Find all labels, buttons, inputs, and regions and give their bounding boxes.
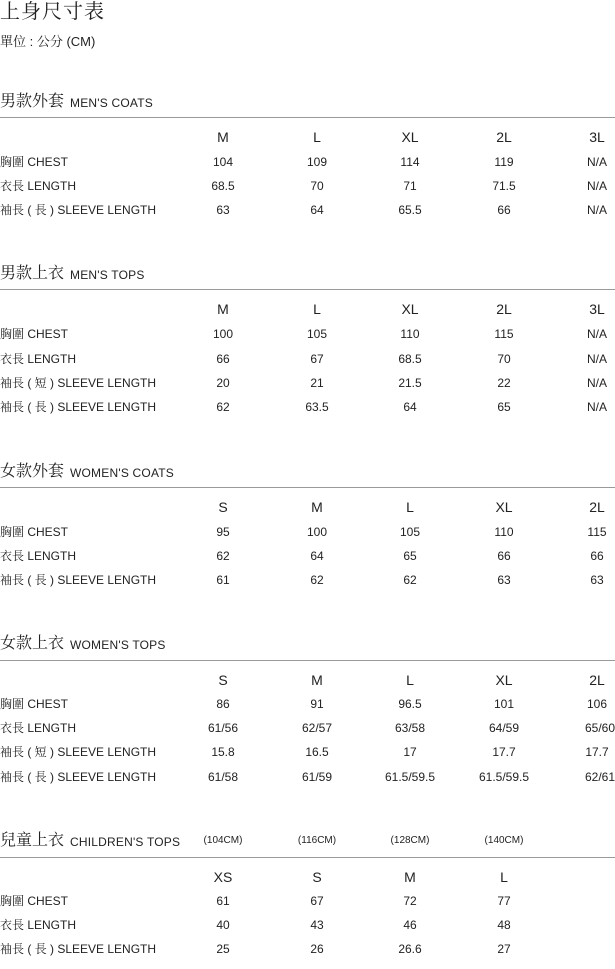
table-cell: 68.5 [211,179,235,193]
table-cell: 61.5/59.5 [478,770,530,784]
size-label: L [500,869,508,885]
table-cell: 70 [310,179,324,193]
size-label: S [312,869,322,885]
table-cell: 62 [403,573,417,587]
size-label: 2L [589,672,605,688]
table-cell: 96.5 [398,697,422,711]
row-label: 胸圍 CHEST [0,894,69,908]
table-cell: 64 [403,400,417,414]
table-cell: 66 [590,549,604,563]
table-cell: 61/56 [207,721,239,735]
size-label: 2L [496,301,512,317]
table-cell: 67 [310,352,324,366]
table-cell: 65 [497,400,511,414]
row-label: 袖長 ( 短 ) SLEEVE LENGTH [0,376,157,390]
table-cell: 16.5 [305,745,329,759]
table-cell: 63 [216,203,230,217]
row-label: 衣長 LENGTH [0,549,77,563]
size-label: L [313,129,321,145]
row-label: 袖長 ( 短 ) SLEEVE LENGTH [0,745,157,759]
table-cell: 105 [399,525,421,539]
size-label: XL [495,499,513,515]
section-title-en: CHILDREN'S TOPS [70,835,181,849]
table-cell: 65 [403,549,417,563]
section-womens-coats [0,462,615,587]
table-cell: 66 [497,203,511,217]
row-label: 袖長 ( 長 ) SLEEVE LENGTH [0,203,157,217]
row-label: 胸圍 CHEST [0,697,69,711]
size-label: XL [495,672,513,688]
section-divider [0,660,615,661]
size-label: M [404,869,416,885]
row-label: 袖長 ( 長 ) SLEEVE LENGTH [0,942,157,956]
table-cell: N/A [586,352,608,366]
table-cell: 15.8 [211,745,235,759]
table-cell: 114 [400,155,420,169]
table-cell: 21 [310,376,324,390]
table-cell: 63 [590,573,604,587]
table-cell: 25 [216,942,230,956]
height-note: (128CM) [390,835,430,846]
table-cell: 65.5 [398,203,422,217]
section-title-zh: 男款上衣 [0,265,65,282]
table-cell: N/A [586,400,608,414]
section-title-en: MEN'S COATS [70,96,153,110]
section-title-en: WOMEN'S TOPS [70,638,166,652]
table-cell: 61 [216,573,230,587]
section-divider [0,117,615,118]
table-cell: N/A [586,376,608,390]
table-cell: 62 [216,549,230,563]
row-label: 袖長 ( 長 ) SLEEVE LENGTH [0,573,157,587]
table-cell: 62 [310,573,324,587]
table-cell: 40 [216,918,230,932]
section-title-zh: 男款外套 [0,93,65,110]
table-cell: 119 [494,155,514,169]
table-cell: 66 [497,549,511,563]
table-cell: 62/61 [584,770,615,784]
table-cell: 115 [587,525,607,539]
table-cell: 68.5 [398,352,422,366]
table-cell: 63.5 [305,400,329,414]
table-cell: 100 [212,327,234,341]
size-label: L [406,672,414,688]
size-label: M [217,129,229,145]
row-label: 衣長 LENGTH [0,721,77,735]
table-cell: 70 [497,352,511,366]
table-cell: N/A [586,155,608,169]
size-label: M [311,672,323,688]
section-title-zh: 女款外套 [0,463,65,480]
row-label: 衣長 LENGTH [0,918,77,932]
section-heading [0,831,615,853]
table-cell: 27 [497,942,511,956]
table-cell: 109 [306,155,328,169]
table-cell: 110 [400,327,420,341]
size-label: 2L [496,129,512,145]
height-note: (116CM) [297,835,337,846]
table-cell: 71.5 [492,179,516,193]
table-cell: 21.5 [398,376,422,390]
section-divider [0,857,615,858]
table-cell: 66 [216,352,230,366]
row-label: 袖長 ( 長 ) SLEEVE LENGTH [0,400,157,414]
table-cell: 100 [306,525,328,539]
section-heading [0,634,615,656]
row-label: 胸圍 CHEST [0,155,69,169]
row-label: 胸圍 CHEST [0,327,69,341]
row-label: 袖長 ( 長 ) SLEEVE LENGTH [0,770,157,784]
section-womens-tops [0,634,615,784]
section-divider [0,487,615,488]
table-cell: 63/58 [394,721,426,735]
table-cell: 46 [403,918,417,932]
table-cell: 61 [216,894,230,908]
section-heading [0,462,615,484]
row-label: 衣長 LENGTH [0,352,77,366]
size-label: M [217,301,229,317]
section-childrens-tops [0,831,615,956]
table-cell: 71 [403,179,417,193]
size-label: XS [213,869,233,885]
size-label: 3L [589,301,605,317]
size-label: S [218,499,228,515]
table-cell: 95 [216,525,230,539]
table-cell: 72 [403,894,417,908]
table-cell: 77 [497,894,511,908]
height-note: (140CM) [484,835,524,846]
table-cell: 65/60 [584,721,615,735]
section-title-en: WOMEN'S COATS [70,466,175,480]
table-cell: 61/59 [301,770,333,784]
table-cell: 64 [310,549,324,563]
table-cell: 86 [216,697,230,711]
table-cell: 101 [493,697,515,711]
table-cell: 26 [310,942,324,956]
table-cell: 61.5/59.5 [384,770,436,784]
size-label: XL [401,301,419,317]
table-cell: 62 [216,400,230,414]
size-label: 3L [589,129,605,145]
unit-note: 單位 : 公分 (CM) [0,34,96,49]
section-title-zh: 女款上衣 [0,635,65,652]
table-cell: 17.7 [585,745,609,759]
table-cell: 115 [494,327,514,341]
section-heading [0,92,615,114]
table-cell: 104 [212,155,234,169]
table-cell: 26.6 [398,942,422,956]
table-cell: 48 [497,918,511,932]
table-cell: 91 [310,697,324,711]
table-cell: 105 [306,327,328,341]
size-label: XL [401,129,419,145]
table-cell: N/A [586,179,608,193]
size-label: 2L [589,499,605,515]
section-mens-tops [0,264,615,414]
table-cell: N/A [586,203,608,217]
size-label: L [313,301,321,317]
size-label: L [406,499,414,515]
table-cell: 67 [310,894,324,908]
table-cell: 20 [216,376,230,390]
section-title-zh: 兒童上衣 [0,832,65,849]
table-cell: N/A [586,327,608,341]
table-cell: 110 [494,525,514,539]
table-cell: 64/59 [488,721,520,735]
table-cell: 22 [497,376,511,390]
row-label: 衣長 LENGTH [0,179,77,193]
table-cell: 43 [310,918,324,932]
table-cell: 62/57 [301,721,333,735]
table-cell: 17 [403,745,417,759]
size-label: S [218,672,228,688]
size-label: M [311,499,323,515]
page-title: 上身尺寸表 [0,1,105,23]
section-title-en: MEN'S TOPS [70,268,145,282]
table-cell: 17.7 [492,745,516,759]
section-heading [0,264,615,286]
table-cell: 64 [310,203,324,217]
section-divider [0,289,615,290]
section-mens-coats [0,92,615,217]
table-cell: 61/58 [207,770,239,784]
height-note: (104CM) [203,835,243,846]
row-label: 胸圍 CHEST [0,525,69,539]
table-cell: 106 [586,697,608,711]
table-cell: 63 [497,573,511,587]
